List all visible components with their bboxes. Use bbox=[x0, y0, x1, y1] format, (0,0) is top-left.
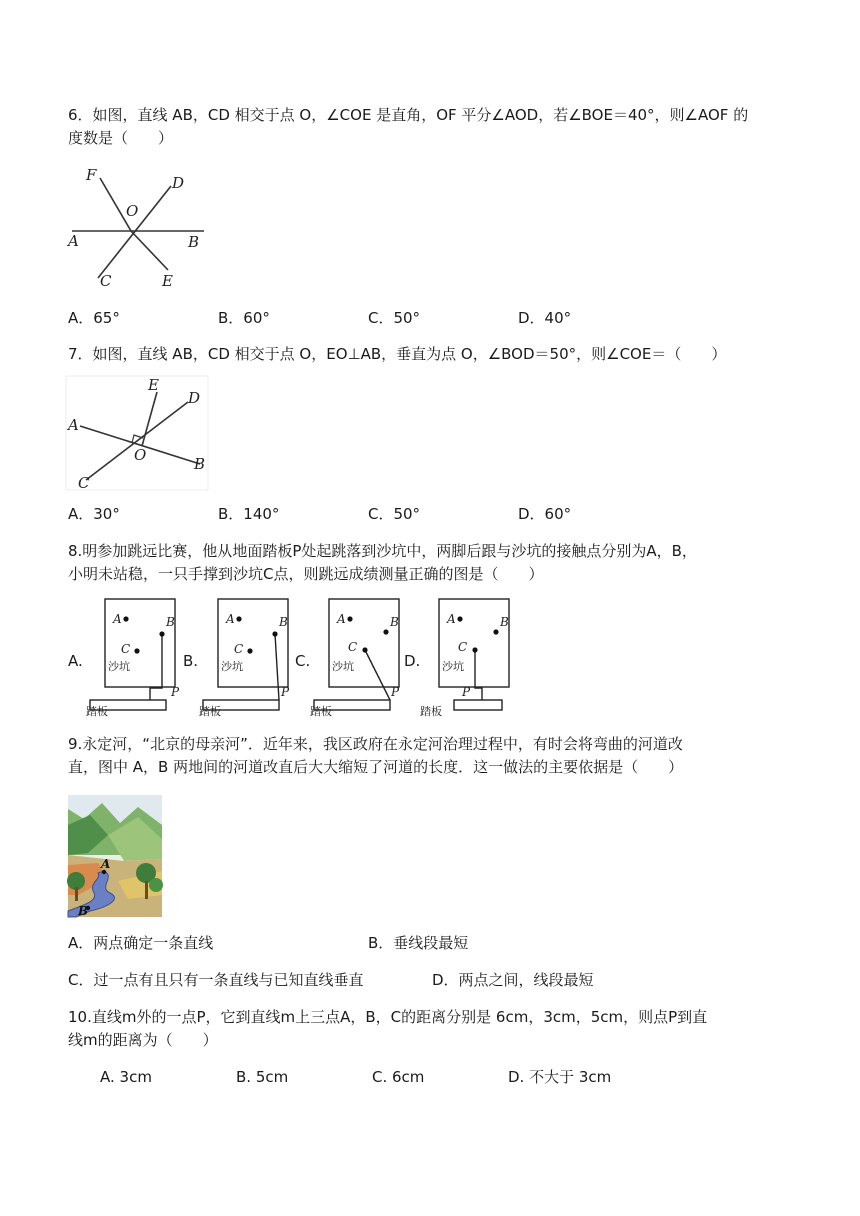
q8-stem-line1: 8.明参加跳远比赛，他从地面踏板P处起跳落到沙坑中，两脚后跟与沙坑的接触点分别为A，B， bbox=[68, 542, 697, 560]
q7-figure bbox=[66, 376, 208, 490]
q6-line-cd bbox=[98, 186, 171, 278]
q9-label-b: B bbox=[78, 904, 89, 918]
svg-text:踏板: 踏板 bbox=[86, 705, 108, 718]
q10-stem-line1: 10.直线m外的一点P，它到直线m上三点A，B，C的距离分别是 6cm，3cm，5cm，则点P到直 bbox=[68, 1008, 708, 1026]
svg-text:P: P bbox=[171, 685, 180, 699]
q7-label-c: C bbox=[78, 474, 90, 492]
svg-text:踏板: 踏板 bbox=[199, 705, 221, 718]
svg-text:沙坑: 沙坑 bbox=[221, 660, 243, 673]
svg-text:C: C bbox=[234, 642, 244, 656]
q6-option-d[interactable]: D．40° bbox=[518, 309, 572, 327]
q9-option-b[interactable]: B．垂线段最短 bbox=[368, 934, 469, 952]
q10-stem-line2: 线m的距离为（ ） bbox=[68, 1031, 218, 1049]
q7-option-c[interactable]: C．50° bbox=[368, 505, 421, 523]
q7-option-a[interactable]: A．30° bbox=[68, 505, 120, 523]
svg-text:A: A bbox=[226, 612, 235, 626]
q8-figure-a[interactable] bbox=[86, 596, 186, 720]
svg-text:B: B bbox=[166, 615, 175, 629]
svg-text:C: C bbox=[348, 640, 358, 654]
q9-river-picture bbox=[68, 795, 162, 917]
q10-option-a[interactable]: A. 3cm bbox=[100, 1068, 152, 1086]
svg-text:B: B bbox=[500, 615, 509, 629]
svg-text:C: C bbox=[121, 642, 131, 656]
q6-stem-line2: 度数是（ ） bbox=[68, 129, 174, 147]
svg-text:沙坑: 沙坑 bbox=[108, 660, 130, 673]
svg-text:B: B bbox=[279, 615, 288, 629]
q9-option-c[interactable]: C．过一点有且只有一条直线与已知直线垂直 bbox=[68, 971, 364, 989]
q7-label-e: E bbox=[148, 376, 159, 394]
q7-option-d[interactable]: D．60° bbox=[518, 505, 572, 523]
q9-label-a: A bbox=[101, 857, 111, 871]
q6-label-c: C bbox=[100, 272, 112, 290]
q9-option-d[interactable]: D．两点之间，线段最短 bbox=[432, 971, 594, 989]
q6-option-b[interactable]: B．60° bbox=[218, 309, 270, 327]
q10-option-c[interactable]: C. 6cm bbox=[372, 1068, 425, 1086]
q10-option-b[interactable]: B. 5cm bbox=[236, 1068, 289, 1086]
q9-option-a[interactable]: A．两点确定一条直线 bbox=[68, 934, 214, 952]
q6-stem-line1: 6．如图，直线 AB，CD 相交于点 O，∠COE 是直角，OF 平分∠AOD，若∠BOE＝40°，则∠AOF 的 bbox=[68, 106, 749, 124]
q8-stem-line2: 小明未站稳，一只手撑到沙坑C点，则跳远成绩测量正确的图是（ ） bbox=[68, 565, 544, 583]
q6-option-c[interactable]: C．50° bbox=[368, 309, 421, 327]
q6-label-a: A bbox=[68, 232, 79, 250]
q8-option-c-letter[interactable]: C. bbox=[295, 652, 311, 670]
svg-text:P: P bbox=[391, 685, 400, 699]
q8-option-a-letter[interactable]: A. bbox=[68, 652, 83, 670]
q7-stem-line1: 7．如图，直线 AB，CD 相交于点 O，EO⊥AB，垂直为点 O，∠BOD＝50°，则∠COE＝（ ） bbox=[68, 345, 727, 363]
svg-text:沙坑: 沙坑 bbox=[332, 660, 354, 673]
q7-ray-oe bbox=[142, 392, 157, 446]
q7-label-b: B bbox=[194, 455, 206, 473]
q10-option-d[interactable]: D. 不大于 3cm bbox=[508, 1068, 612, 1086]
q6-label-e: E bbox=[162, 272, 173, 290]
q7-label-o: O bbox=[134, 446, 147, 464]
svg-text:A: A bbox=[447, 612, 456, 626]
q7-option-b[interactable]: B．140° bbox=[218, 505, 280, 523]
q6-label-o: O bbox=[126, 202, 139, 220]
svg-text:踏板: 踏板 bbox=[310, 705, 332, 718]
q7-label-a: A bbox=[68, 416, 79, 434]
q6-figure bbox=[66, 164, 216, 292]
q6-label-b: B bbox=[188, 233, 200, 251]
q6-label-d: D bbox=[172, 174, 185, 192]
q8-option-d-letter[interactable]: D. bbox=[404, 652, 421, 670]
q8-option-b-letter[interactable]: B. bbox=[183, 652, 199, 670]
q9-stem-line2: 直，图中 A，B 两地间的河道改直后大大缩短了河道的长度．这一做法的主要依据是（ ） bbox=[68, 758, 684, 776]
svg-text:A: A bbox=[337, 612, 346, 626]
q7-right-angle-mark bbox=[132, 435, 143, 443]
svg-text:P: P bbox=[462, 685, 471, 699]
svg-text:B: B bbox=[390, 615, 399, 629]
q8-figure-c[interactable] bbox=[310, 596, 410, 720]
q8-figure-d[interactable] bbox=[420, 596, 520, 720]
q7-line-cd bbox=[86, 402, 188, 480]
q8-figure-b[interactable] bbox=[199, 596, 299, 720]
q6-label-f: F bbox=[86, 166, 97, 184]
svg-text:踏板: 踏板 bbox=[420, 705, 442, 718]
svg-text:A: A bbox=[113, 612, 122, 626]
q6-option-a[interactable]: A．65° bbox=[68, 309, 120, 327]
q7-label-d: D bbox=[188, 389, 201, 407]
svg-text:沙坑: 沙坑 bbox=[442, 660, 464, 673]
svg-text:P: P bbox=[281, 685, 290, 699]
q9-stem-line1: 9.永定河，“北京的母亲河”．近年来，我区政府在永定河治理过程中，有时会将弯曲的河道改 bbox=[68, 735, 683, 753]
q6-ray-oe bbox=[131, 231, 168, 270]
svg-text:C: C bbox=[458, 640, 468, 654]
